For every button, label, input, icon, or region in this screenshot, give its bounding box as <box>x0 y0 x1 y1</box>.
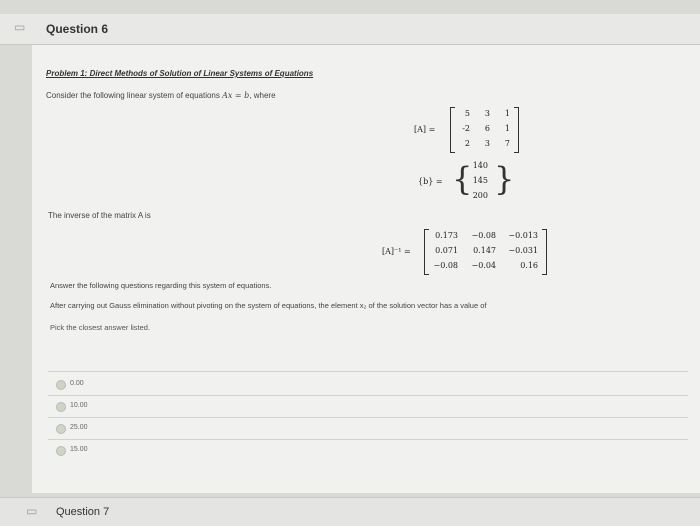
matrix-a-cell: 3 <box>484 139 490 148</box>
vector-b-cell: 200 <box>472 191 488 200</box>
description-suffix: , where <box>249 91 276 100</box>
matrix-inv-right-bracket <box>542 229 547 275</box>
matrix-a-cell: 5 <box>464 109 470 118</box>
matrix-a-inverse-label: [A]⁻¹ = <box>382 247 411 256</box>
matrix-inv-cell: 0.147 <box>473 246 496 255</box>
vector-b-cell: 140 <box>472 161 488 170</box>
matrix-a-cell: 3 <box>484 109 490 118</box>
matrix-a-inverse <box>382 227 552 277</box>
matrix-a-left-bracket <box>450 107 455 153</box>
question-6-body <box>32 45 700 493</box>
question-title: Question 7 <box>56 506 110 518</box>
divider <box>48 395 688 396</box>
divider <box>48 439 688 440</box>
vector-b-cell: 145 <box>472 176 488 185</box>
flag-icon[interactable]: ▭ <box>14 20 26 34</box>
matrix-inv-cell: −0.031 <box>508 246 538 255</box>
question-7-header <box>0 497 700 526</box>
radio-button[interactable] <box>56 402 66 412</box>
flag-icon[interactable]: ▭ <box>26 504 38 518</box>
choice-label: 0.00 <box>70 380 84 387</box>
matrix-a <box>414 105 524 155</box>
matrix-inv-cell: 0.071 <box>435 246 458 255</box>
description-prefix: Consider the following linear system of equations <box>46 91 223 100</box>
radio-button[interactable] <box>56 446 66 456</box>
matrix-inv-cell: −0.08 <box>433 261 458 270</box>
matrix-inv-cell: −0.04 <box>471 261 496 270</box>
matrix-a-right-bracket <box>514 107 519 153</box>
matrix-a-label: [A] = <box>414 125 436 134</box>
divider <box>48 371 688 372</box>
matrix-a-cell: -2 <box>462 124 470 133</box>
choice-label: 10.00 <box>70 402 88 409</box>
problem-title: Problem 1: Direct Methods of Solution of Linear Systems of Equations <box>46 69 314 78</box>
question-title: Question 6 <box>46 22 109 36</box>
question-6-header <box>0 14 700 45</box>
matrix-inv-cell: −0.013 <box>508 231 538 240</box>
choice-label: 25.00 <box>70 424 88 431</box>
pick-instruction: Pick the closest answer listed. <box>50 323 151 332</box>
gauss-question: After carrying out Gauss elimination without pivoting on the system of equations, the element x₂ of the solution vector has a value of <box>50 301 487 310</box>
matrix-a-cell: 6 <box>484 124 490 133</box>
vector-b-label: {b} = <box>418 177 443 186</box>
divider <box>48 417 688 418</box>
matrix-inv-cell: 0.16 <box>520 261 538 270</box>
matrix-a-cell: 2 <box>464 139 470 148</box>
vector-b-right-brace: } <box>494 160 515 198</box>
radio-button[interactable] <box>56 380 66 390</box>
problem-description <box>46 91 276 100</box>
vector-b <box>418 157 518 207</box>
matrix-inv-cell: 0.173 <box>435 231 458 240</box>
radio-button[interactable] <box>56 424 66 434</box>
equation: Ax = b <box>222 91 250 100</box>
matrix-a-cell: 7 <box>504 139 510 148</box>
inverse-label: The inverse of the matrix A is <box>48 211 151 220</box>
matrix-inv-cell: −0.08 <box>471 231 496 240</box>
choice-label: 15.00 <box>70 446 88 453</box>
matrix-a-cell: 1 <box>504 109 510 118</box>
answer-intro: Answer the following questions regarding this system of equations. <box>50 281 272 290</box>
vector-b-left-brace: { <box>452 160 473 198</box>
matrix-a-cell: 1 <box>504 124 510 133</box>
